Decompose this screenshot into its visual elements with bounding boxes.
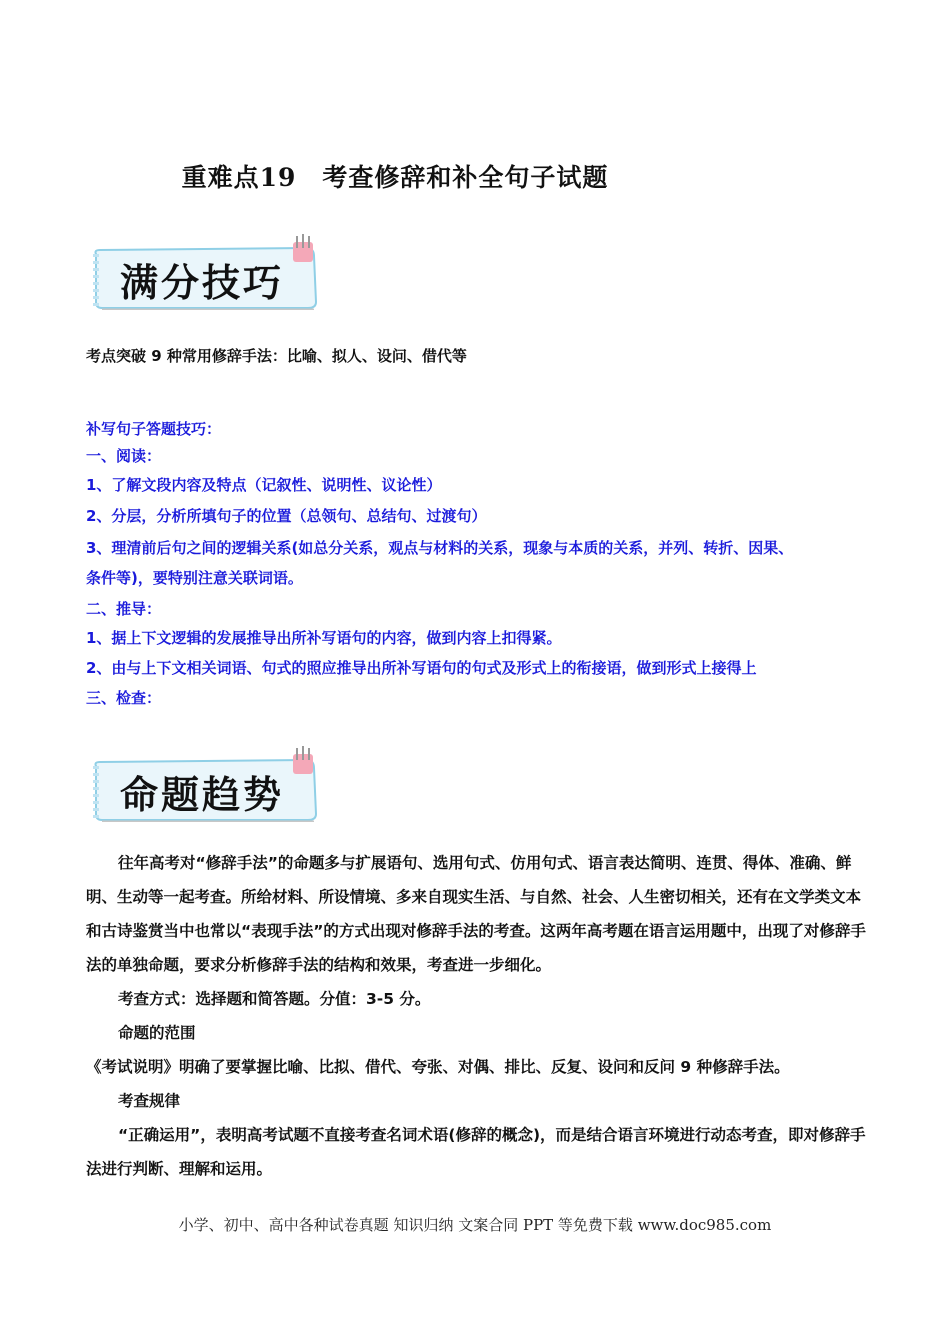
banner-label: 满分技巧 xyxy=(120,260,285,305)
derive-item-2: 2、由与上下文相关词语、句式的照应推导出所补写语句的句式及形式上的衔接语，做到形式上接得上 xyxy=(86,659,757,677)
read-item-3-cont: 条件等)，要特别注意关联词语。 xyxy=(86,569,303,587)
exam-format: 考查方式：选择题和简答题。分值：3-5 分。 xyxy=(118,990,431,1008)
rule-text: “正确运用”，表明高考试题不直接考查名词术语(修辞的概念)，而是结合语言环境进行动态考查，即对修辞手法进行判断、理解和运用。 xyxy=(86,1126,866,1178)
page-footer: 小学、初中、高中各种试卷真题 知识归纳 文案合同 PPT 等免费下载 www.doc985.com xyxy=(178,1216,772,1234)
rule-heading: 考查规律 xyxy=(118,1092,181,1110)
step-read: 一、阅读： xyxy=(86,447,162,465)
tips-title: 补写句子答题技巧： xyxy=(86,420,222,438)
trend-body xyxy=(86,846,876,1186)
derive-item-1: 1、据上下文逻辑的发展推导出所补写语句的内容，做到内容上扣得紧。 xyxy=(86,629,562,647)
scope-heading: 命题的范围 xyxy=(118,1024,196,1042)
step-check: 三、检查： xyxy=(86,689,162,707)
read-item-3: 3、理清前后句之间的逻辑关系(如总分关系，观点与材料的关系，现象与本质的关系，并列、转折、因果、 xyxy=(86,539,794,557)
banner-full-marks xyxy=(86,236,336,326)
trend-paragraph: 往年高考对“修辞手法”的命题多与扩展语句、选用句式、仿用句式、语言表达简明、连贯、得体、准确、鲜明、生动等一起考查。所给材料、所设情境、多来自现实生活、与自然、社会、人生密切相关，还有在文学类文本和古诗鉴赏当中也常以“表现手法”的方式出现对修辞手法的考查。这两年高考题在语言运用题中，出现了对修辞手法的单独命题，要求分析修辞手法的结构和效果，考查进一步细化。 xyxy=(86,854,866,974)
page-title: 重难点19 考查修辞和补全句子试题 xyxy=(181,163,609,192)
paper-clip-icon xyxy=(290,746,316,776)
banner-label: 命题趋势 xyxy=(120,772,285,817)
step-derive: 二、推导： xyxy=(86,600,162,618)
scope-text: 《考试说明》明确了要掌握比喻、比拟、借代、夸张、对偶、排比、反复、设问和反问 9 种修辞手法。 xyxy=(86,1058,790,1076)
banner-trend xyxy=(86,748,336,838)
read-item-1: 1、了解文段内容及特点（记叙性、说明性、议论性） xyxy=(86,476,442,494)
paper-clip-icon xyxy=(290,234,316,264)
read-item-2: 2、分层，分析所填句子的位置（总领句、总结句、过渡句） xyxy=(86,507,487,525)
section-heading: 考点突破 9 种常用修辞手法：比喻、拟人、设问、借代等 xyxy=(86,347,467,365)
